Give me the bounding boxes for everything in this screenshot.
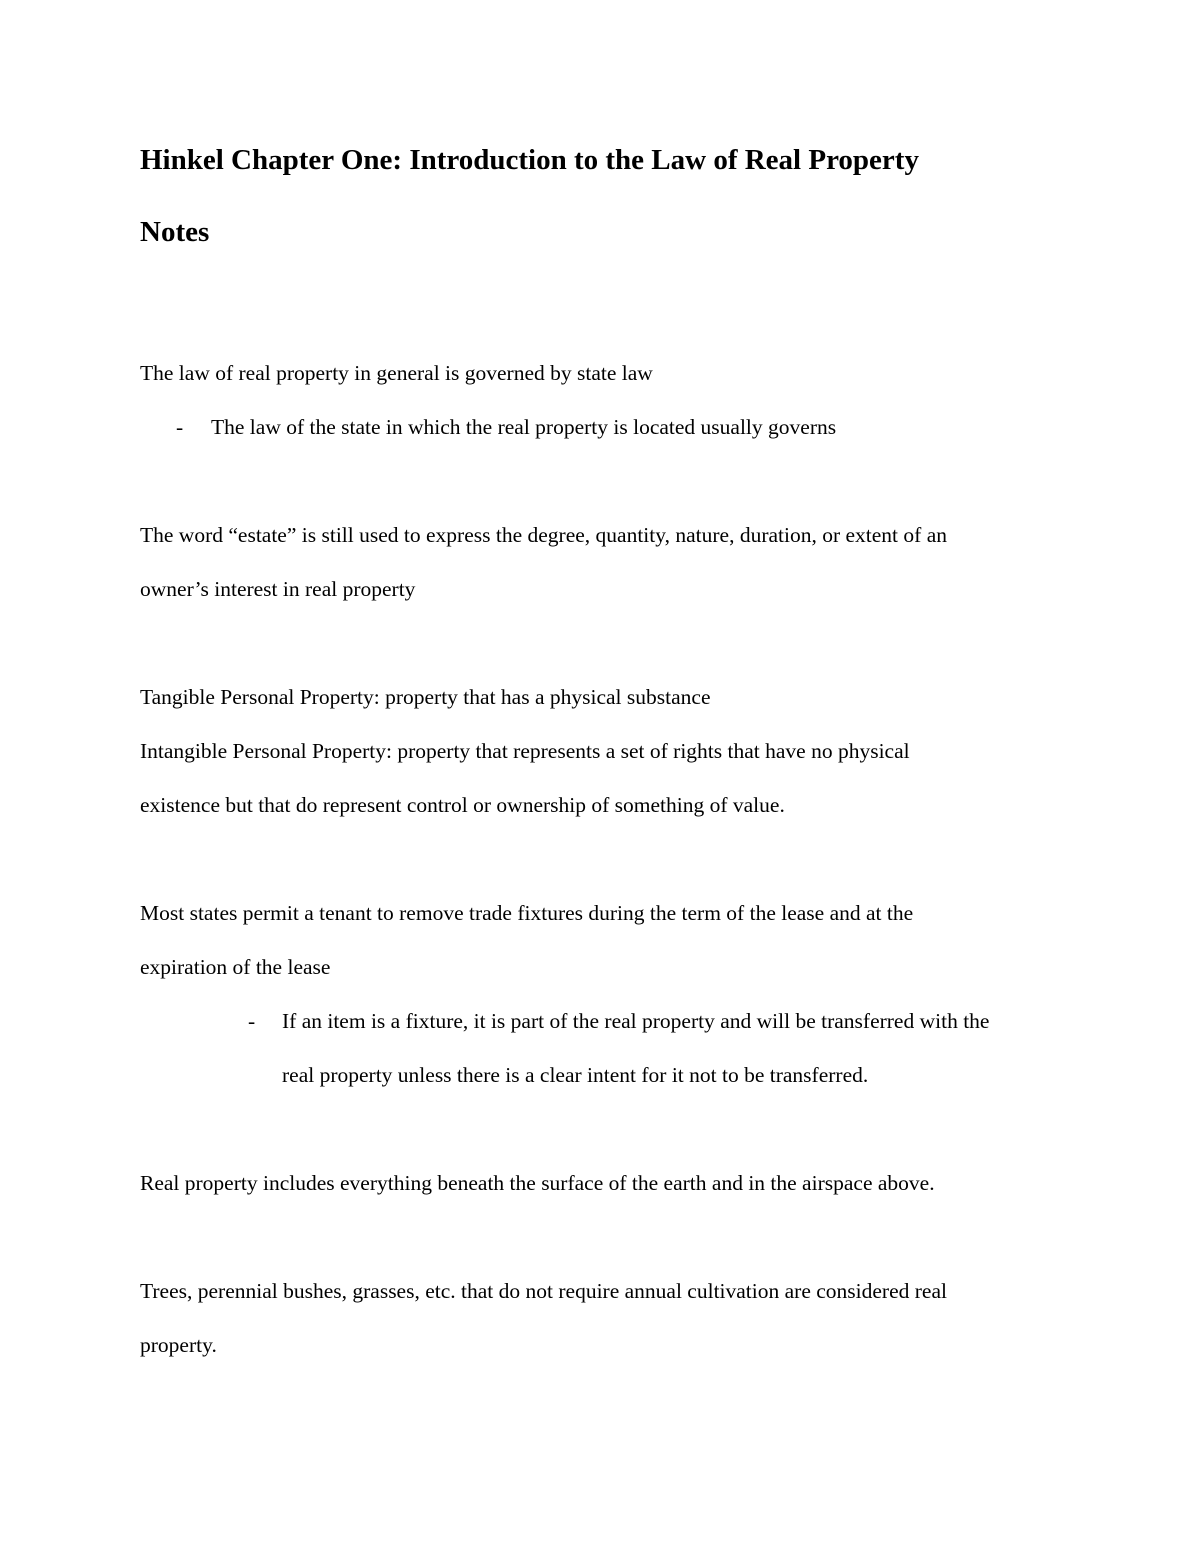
title-line-2: Notes bbox=[140, 216, 210, 248]
paragraph-estate-line-2: owner’s interest in real property bbox=[140, 577, 416, 601]
paragraph-tangible: Tangible Personal Property: property that has a physical substance bbox=[140, 685, 711, 709]
paragraph-fixtures-line-2: expiration of the lease bbox=[140, 955, 331, 979]
paragraph-intangible-line-1: Intangible Personal Property: property that represents a set of rights that have no physical bbox=[140, 739, 910, 763]
bullet-fixture-line-1: If an item is a fixture, it is part of the real property and will be transferred with the bbox=[282, 1009, 990, 1033]
bullet-fixture-line-2: real property unless there is a clear intent for it not to be transferred. bbox=[282, 1063, 869, 1087]
paragraph-trees-line-2: property. bbox=[140, 1333, 217, 1357]
paragraph-state-law: The law of real property in general is governed by state law bbox=[140, 361, 653, 385]
paragraph-fixtures-line-1: Most states permit a tenant to remove trade fixtures during the term of the lease and at the bbox=[140, 901, 914, 925]
paragraph-airspace: Real property includes everything beneath the surface of the earth and in the airspace above. bbox=[140, 1171, 935, 1195]
paragraph-intangible-line-2: existence but that do represent control or ownership of something of value. bbox=[140, 793, 785, 817]
bullet-state-governs: The law of the state in which the real property is located usually governs bbox=[211, 415, 837, 439]
title-line-1: Hinkel Chapter One: Introduction to the Law of Real Property bbox=[140, 144, 919, 176]
paragraph-estate-line-1: The word “estate” is still used to express the degree, quantity, nature, duration, or extent of an bbox=[140, 523, 947, 547]
bullet-marker: - bbox=[176, 415, 184, 439]
bullet-marker: - bbox=[248, 1009, 256, 1033]
paragraph-trees-line-1: Trees, perennial bushes, grasses, etc. that do not require annual cultivation are considered real bbox=[140, 1279, 947, 1303]
